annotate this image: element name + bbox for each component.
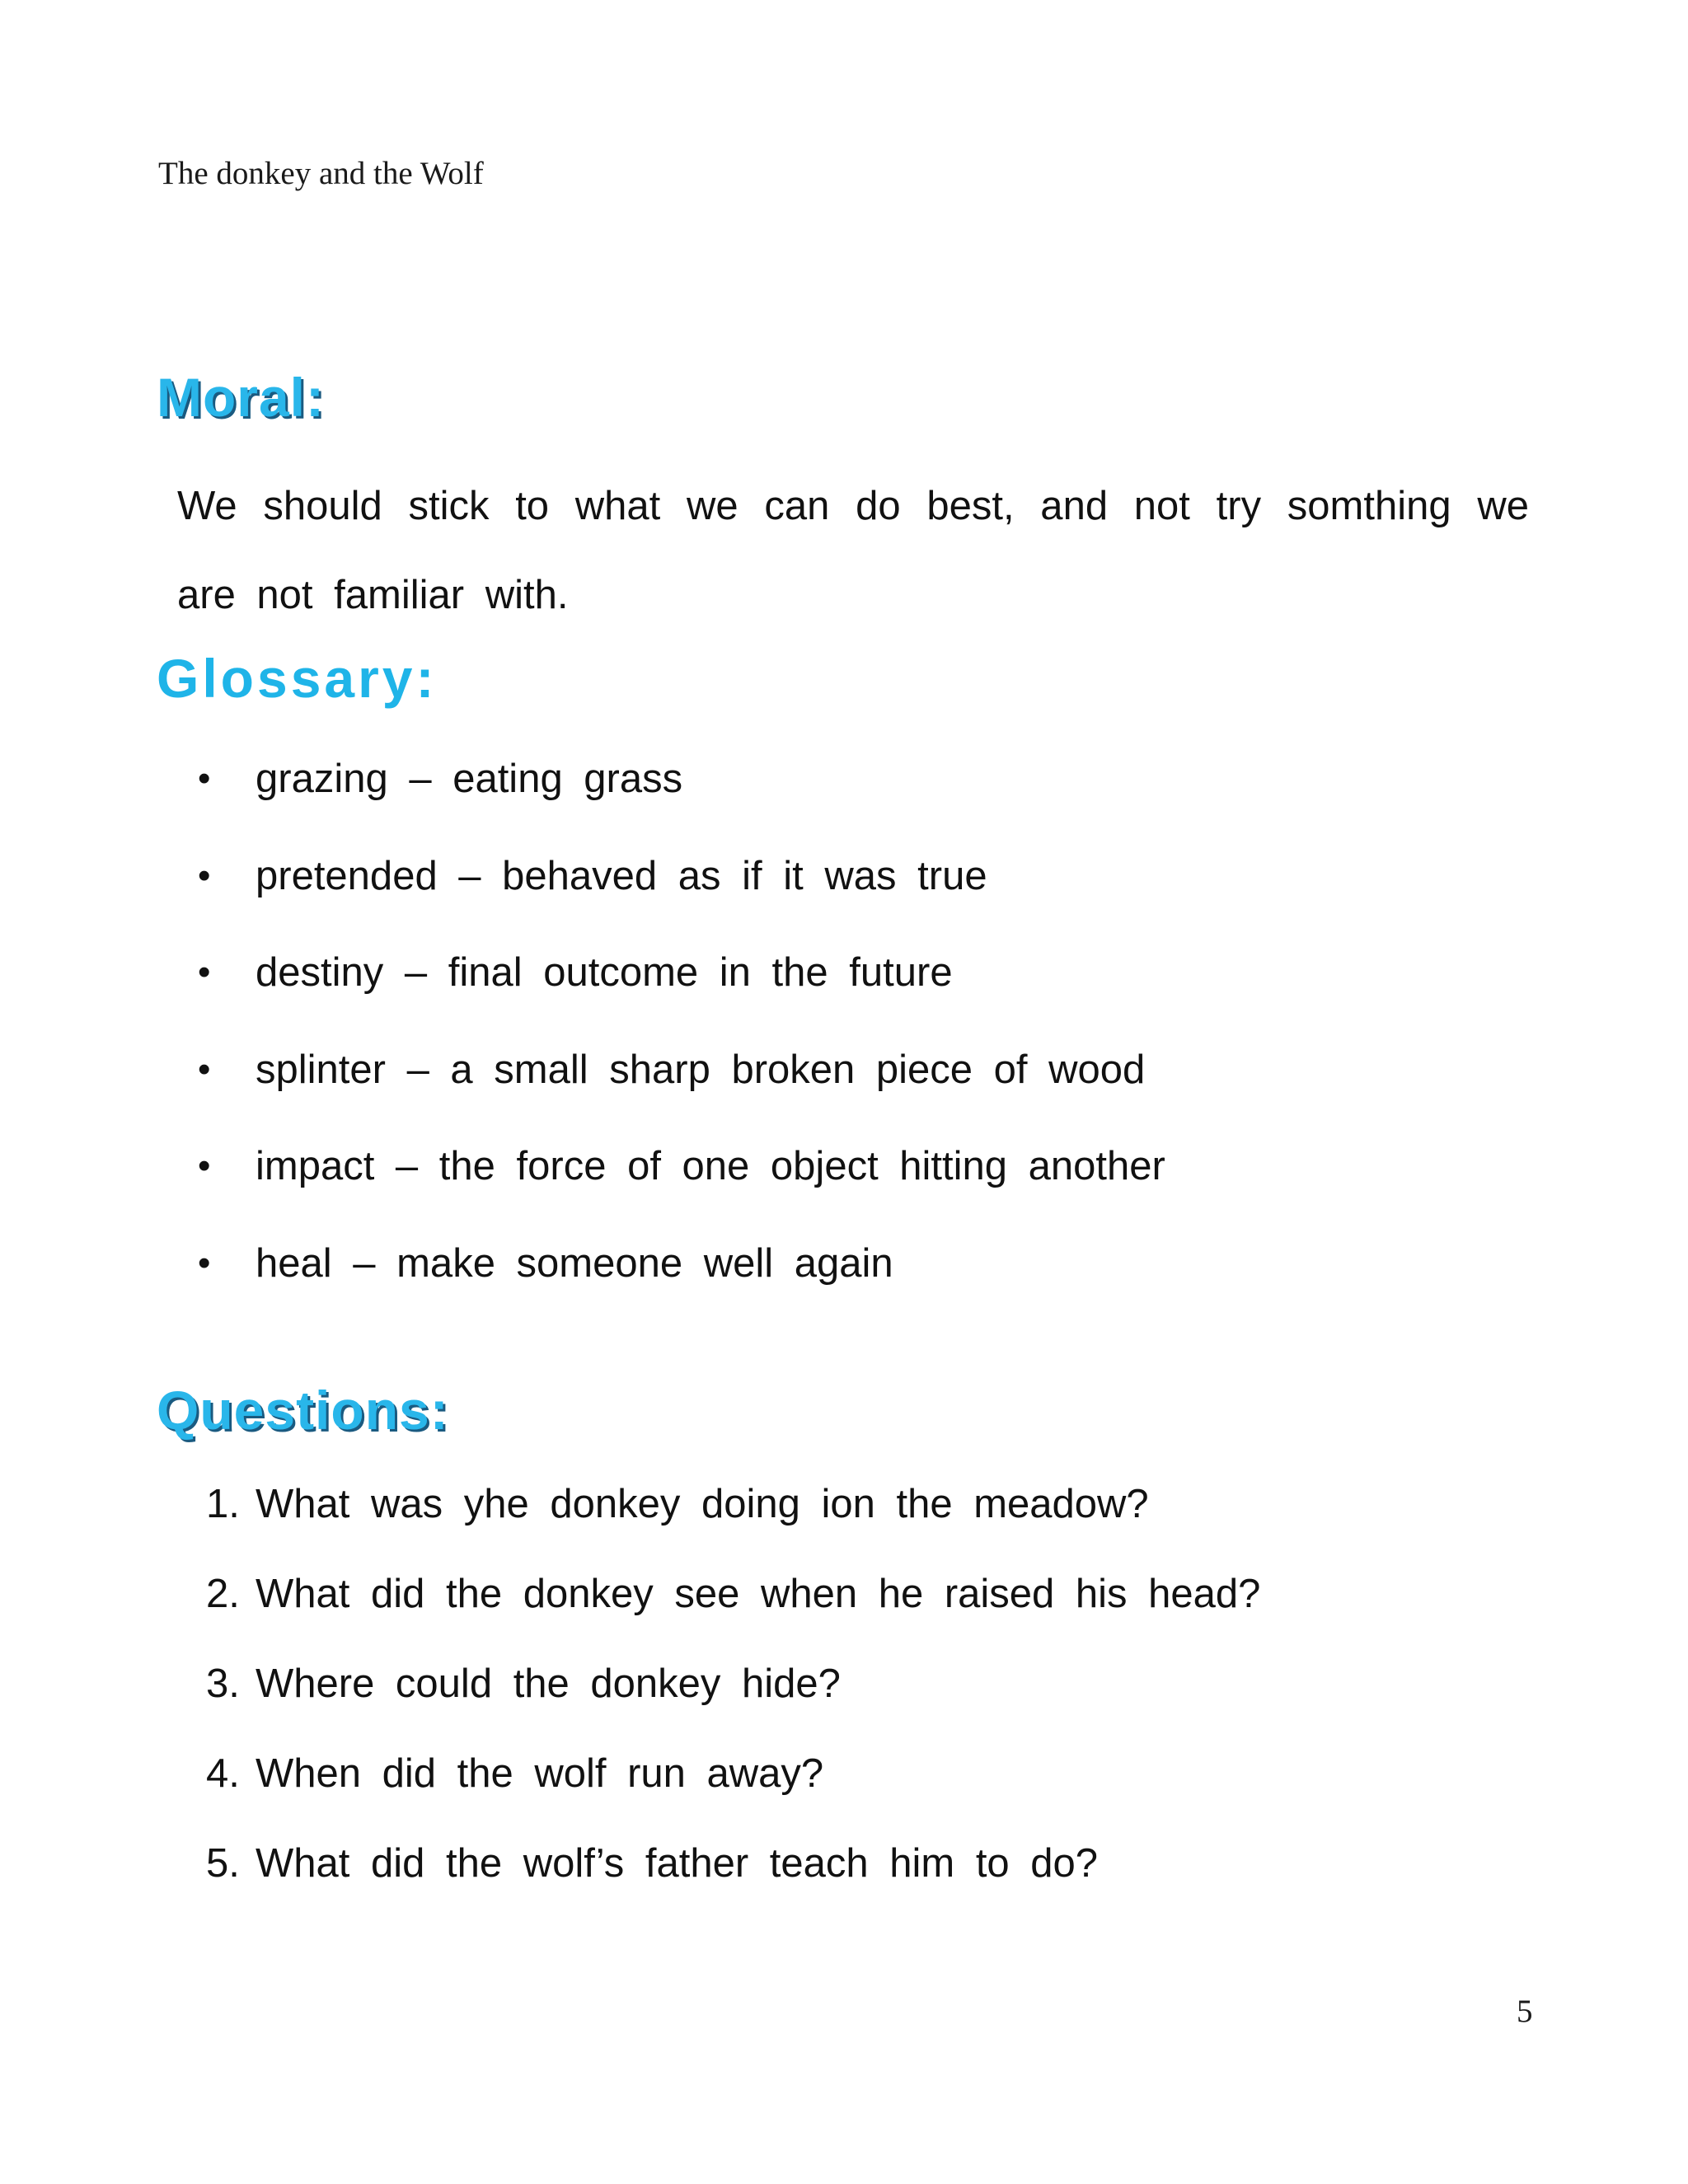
moral-text: We should stick to what we can do best, and not try somthing we are not familiar with.: [177, 484, 1529, 617]
glossary-entry: pretended – behaved as if it was true: [256, 853, 987, 898]
bullet-icon: •: [198, 1242, 211, 1283]
question-number: 5.: [206, 1841, 240, 1886]
glossary-entry: heal – make someone well again: [256, 1240, 893, 1286]
question-text: What did the wolf’s father teach him to do?: [256, 1841, 1099, 1886]
question-text: What did the donkey see when he raised his head?: [256, 1572, 1261, 1616]
bullet-icon: •: [198, 1146, 211, 1186]
question-text: What was yhe donkey doing ion the meadow?: [256, 1482, 1149, 1526]
moral-heading: Moral:: [157, 367, 325, 428]
glossary-entry: grazing – eating grass: [256, 757, 683, 801]
running-header: The donkey and the Wolf: [158, 156, 484, 191]
question-number: 3.: [206, 1661, 240, 1706]
bullet-icon: •: [198, 758, 211, 799]
questions-heading: Questions:: [157, 1380, 449, 1441]
page-number: 5: [1517, 1994, 1533, 2029]
bullet-icon: •: [198, 1048, 211, 1090]
bullet-icon: •: [198, 952, 211, 992]
question-number: 1.: [206, 1482, 240, 1526]
question-number: 4.: [206, 1751, 240, 1796]
glossary-entry: impact – the force of one object hitting another: [256, 1144, 1165, 1188]
glossary-heading: Glossary:: [157, 648, 438, 709]
glossary-entry: splinter – a small sharp broken piece of wood: [256, 1047, 1146, 1092]
question-text: Where could the donkey hide?: [256, 1661, 841, 1706]
question-text: When did the wolf run away?: [256, 1751, 824, 1796]
question-number: 2.: [206, 1572, 240, 1616]
glossary-entry: destiny – final outcome in the future: [256, 950, 953, 995]
bullet-icon: •: [198, 855, 211, 896]
